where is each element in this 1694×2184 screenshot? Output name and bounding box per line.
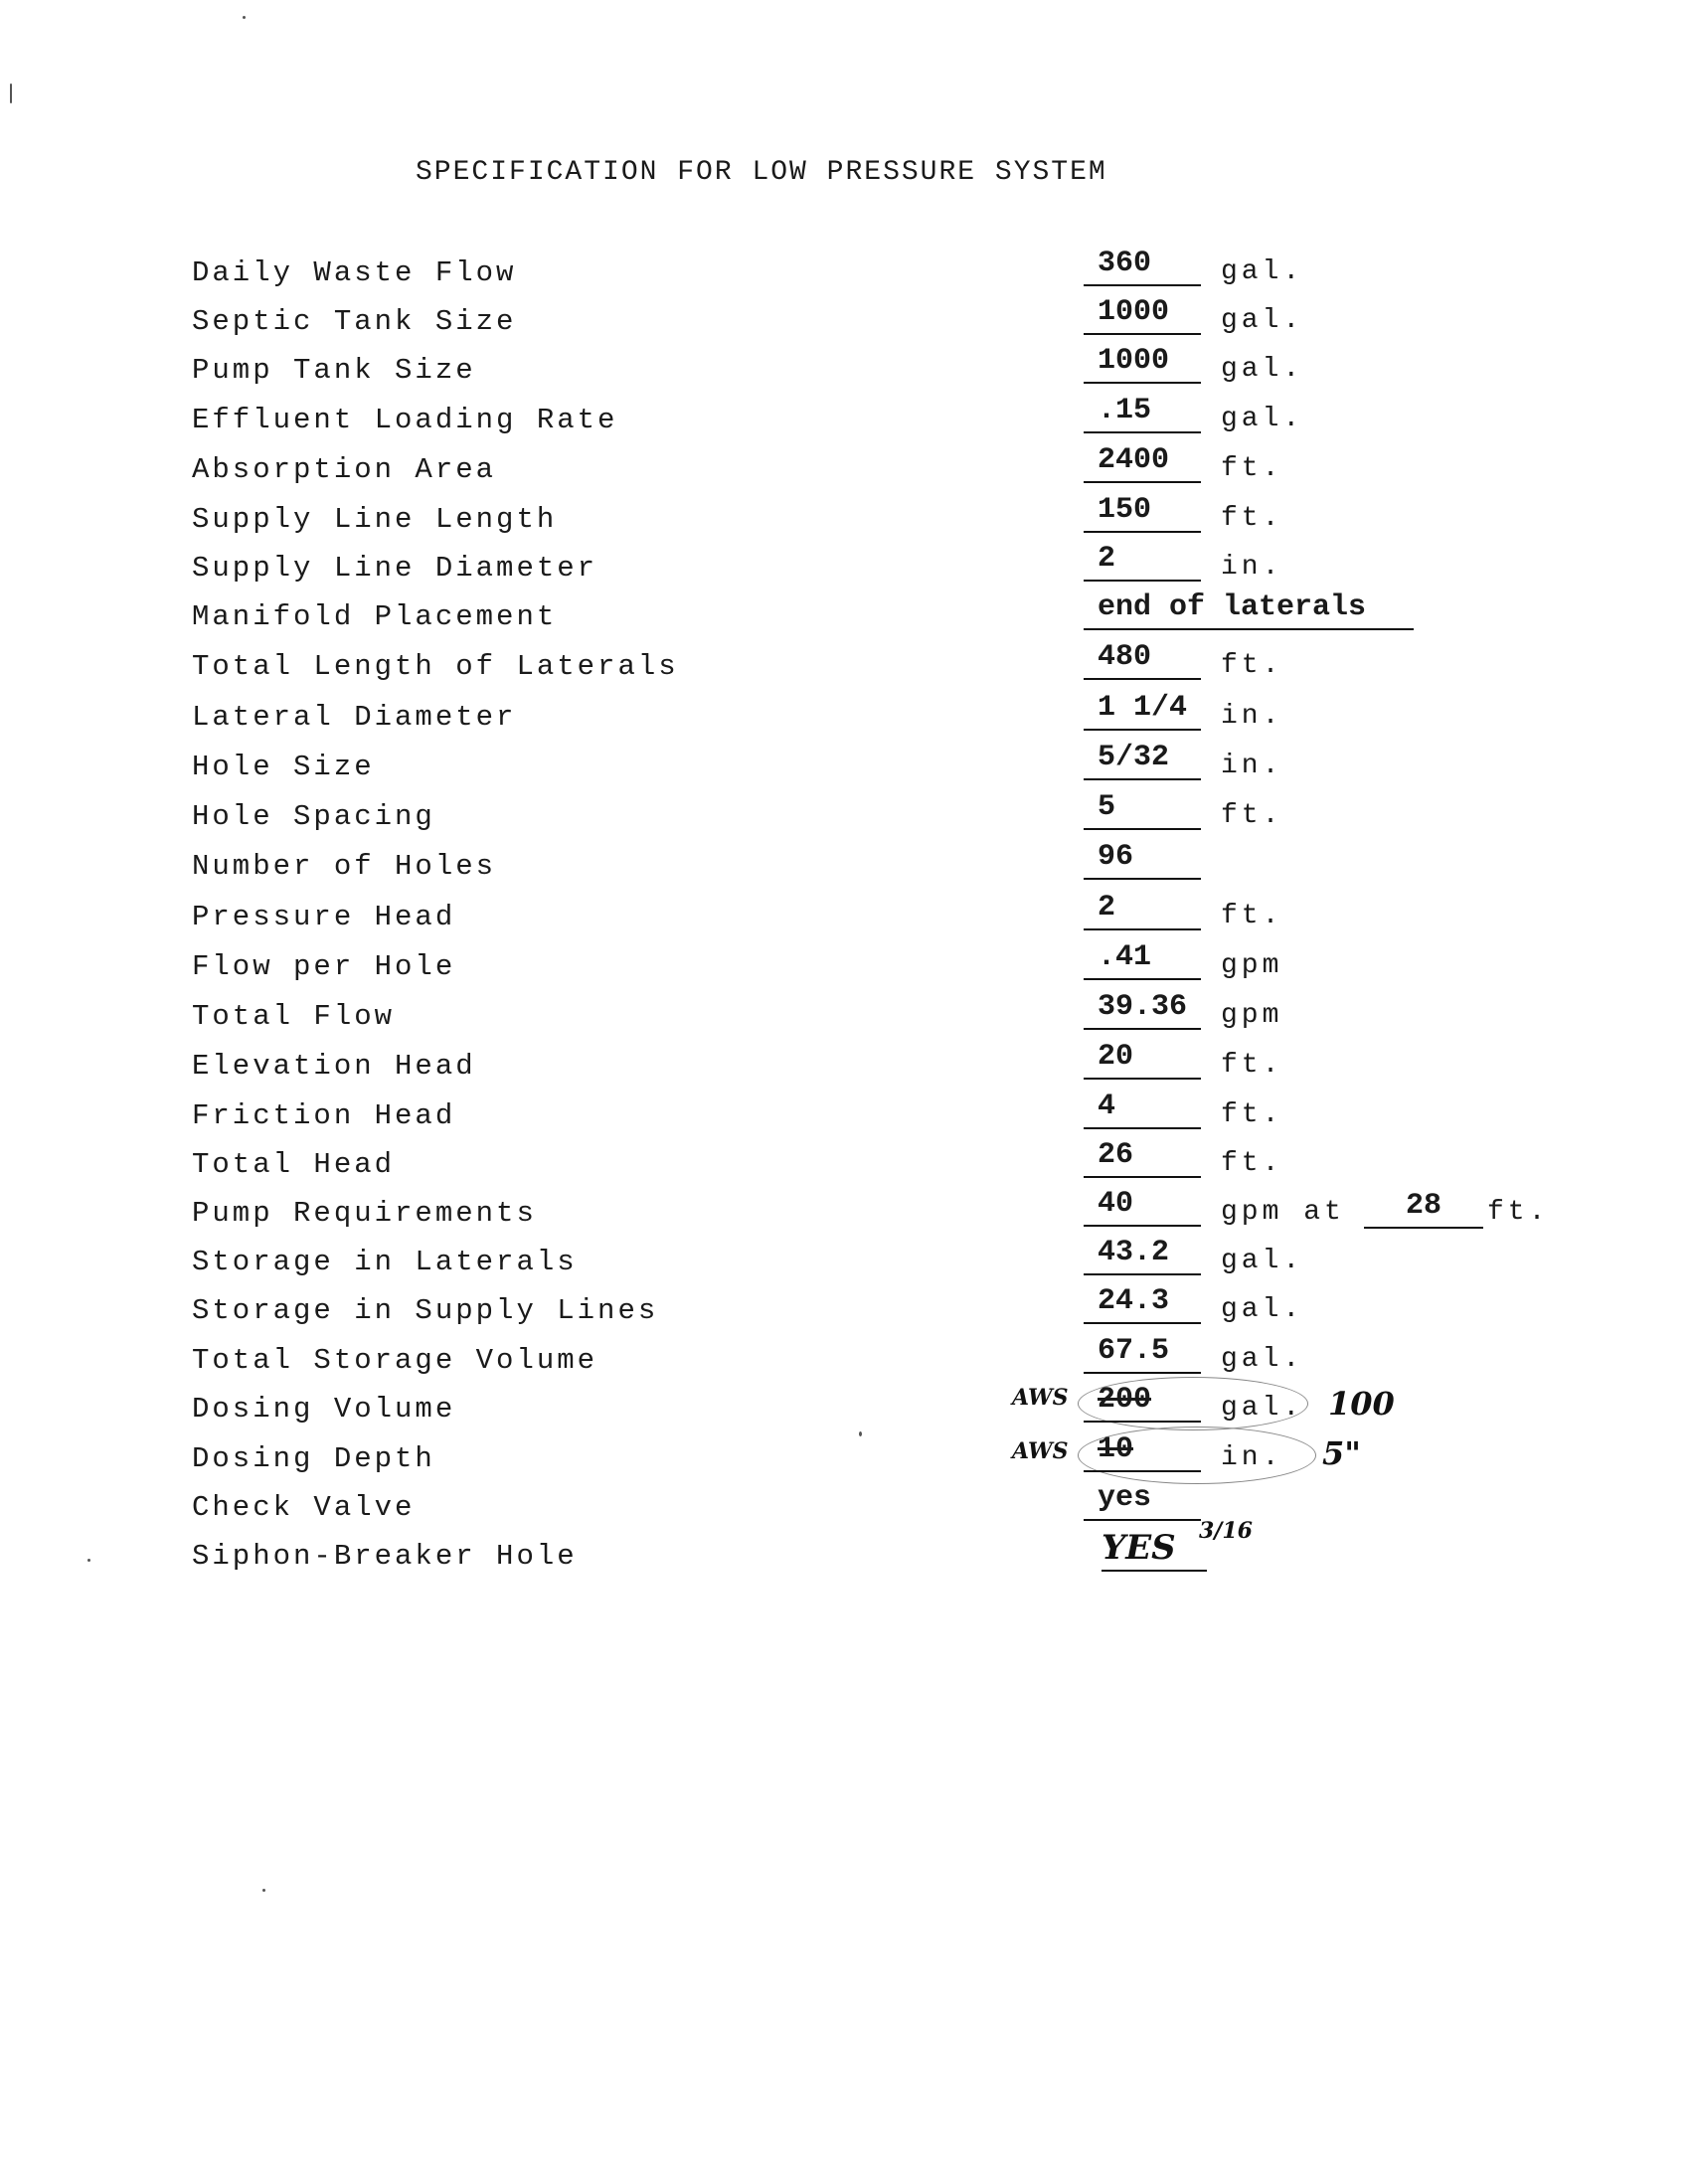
row-value: 67.5 (1084, 1334, 1201, 1374)
row-value: 43.2 (1084, 1236, 1201, 1275)
row-value: yes (1084, 1481, 1201, 1521)
spec-row-dosing-depth (0, 1432, 1694, 1492)
row-value-struck: 10 (1084, 1432, 1201, 1472)
row-value: 1000 (1084, 344, 1201, 384)
row-label: Hole Size (192, 751, 375, 783)
row-value: end of laterals (1084, 590, 1414, 630)
scan-speck (859, 1431, 862, 1436)
row-unit: gal. (1221, 1344, 1304, 1375)
row-label: Hole Spacing (192, 800, 435, 833)
scan-speck (243, 16, 246, 19)
row-label: Elevation Head (192, 1050, 476, 1083)
row-unit: gal. (1221, 1246, 1304, 1276)
row-value: 360 (1084, 247, 1201, 286)
row-unit: gpm at (1221, 1197, 1345, 1228)
spec-row-total-length-of-laterals (0, 640, 1694, 700)
row-value: 2400 (1084, 443, 1201, 483)
handwritten-correction: 5" (1322, 1434, 1361, 1472)
spec-row-supply-line-length (0, 493, 1694, 553)
row-label: Total Flow (192, 1000, 396, 1033)
row-label: Storage in Supply Lines (192, 1294, 659, 1327)
row-label: Total Length of Laterals (192, 650, 679, 683)
row-value: 1000 (1084, 295, 1201, 335)
row-unit: gpm (1221, 950, 1283, 981)
row-value: 26 (1084, 1138, 1201, 1178)
row-unit: ft. (1221, 453, 1283, 484)
row-label: Effluent Loading Rate (192, 404, 618, 436)
row-label: Supply Line Diameter (192, 552, 598, 585)
spec-row-effluent-loading-rate (0, 394, 1694, 453)
row-value: .15 (1084, 394, 1201, 433)
spec-row-hole-size (0, 741, 1694, 800)
row-value: 1 1/4 (1084, 691, 1201, 731)
spec-row-pump-tank-size (0, 344, 1694, 404)
row-value: 5/32 (1084, 741, 1201, 780)
row-label: Daily Waste Flow (192, 256, 517, 289)
spec-row-storage-in-laterals (0, 1236, 1694, 1295)
row-label: Siphon-Breaker Hole (192, 1540, 578, 1573)
row-unit-secondary: ft. (1487, 1197, 1550, 1228)
row-value: 96 (1084, 840, 1201, 880)
row-unit: gal. (1221, 404, 1304, 434)
handwritten-correction: 100 (1328, 1385, 1395, 1423)
row-unit: ft. (1221, 1099, 1283, 1130)
row-value: 4 (1084, 1090, 1201, 1129)
row-label: Pressure Head (192, 901, 456, 933)
row-label: Septic Tank Size (192, 305, 517, 338)
row-value-secondary: 28 (1364, 1189, 1483, 1229)
row-label: Storage in Laterals (192, 1246, 578, 1278)
spec-row-total-storage-volume (0, 1334, 1694, 1394)
handwritten-value: YES (1101, 1528, 1207, 1572)
handwritten-initials: AWS (1012, 1438, 1069, 1464)
row-label: Absorption Area (192, 453, 497, 486)
row-value: 2 (1084, 891, 1201, 930)
row-label: Lateral Diameter (192, 701, 517, 734)
handwritten-correction: 3/16 (1199, 1518, 1253, 1544)
row-label: Total Storage Volume (192, 1344, 598, 1377)
row-unit: ft. (1221, 1050, 1283, 1081)
spec-row-supply-line-diameter (0, 542, 1694, 601)
row-unit: in. (1221, 552, 1283, 583)
spec-row-septic-tank-size (0, 295, 1694, 355)
row-unit: in. (1221, 1442, 1283, 1473)
spec-row-absorption-area (0, 443, 1694, 503)
spec-row-dosing-volume (0, 1383, 1694, 1442)
scan-speck (10, 84, 12, 103)
row-value-struck: 200 (1084, 1383, 1201, 1423)
handwritten-initials: AWS (1012, 1385, 1069, 1411)
spec-row-pressure-head (0, 891, 1694, 950)
spec-row-manifold-placement (0, 590, 1694, 650)
row-label: Flow per Hole (192, 950, 456, 983)
spec-row-check-valve (0, 1481, 1694, 1541)
row-unit: in. (1221, 701, 1283, 732)
row-unit: gal. (1221, 256, 1304, 287)
row-unit: ft. (1221, 901, 1283, 931)
row-value: 40 (1084, 1187, 1201, 1227)
spec-row-friction-head (0, 1090, 1694, 1149)
row-label: Pump Requirements (192, 1197, 537, 1230)
row-unit: ft. (1221, 1148, 1283, 1179)
row-label: Friction Head (192, 1099, 456, 1132)
row-label: Manifold Placement (192, 600, 558, 633)
row-unit: ft. (1221, 650, 1283, 681)
spec-row-total-flow (0, 990, 1694, 1050)
row-value: 20 (1084, 1040, 1201, 1080)
spec-row-hole-spacing (0, 790, 1694, 850)
row-value: 5 (1084, 790, 1201, 830)
spec-row-storage-in-supply-lines (0, 1284, 1694, 1344)
row-value: 150 (1084, 493, 1201, 533)
spec-row-daily-waste-flow (0, 247, 1694, 306)
row-value: 480 (1084, 640, 1201, 680)
row-unit: gal. (1221, 354, 1304, 385)
spec-row-number-of-holes (0, 840, 1694, 900)
row-unit: gal. (1221, 305, 1304, 336)
spec-row-pump-requirements (0, 1187, 1694, 1247)
row-unit: ft. (1221, 503, 1283, 534)
row-label: Dosing Volume (192, 1393, 456, 1426)
row-label: Supply Line Length (192, 503, 558, 536)
row-unit: ft. (1221, 800, 1283, 831)
page-title: SPECIFICATION FOR LOW PRESSURE SYSTEM (416, 157, 1107, 188)
row-unit: gal. (1221, 1294, 1304, 1325)
row-value: 39.36 (1084, 990, 1201, 1030)
row-label: Total Head (192, 1148, 396, 1181)
row-label: Pump Tank Size (192, 354, 476, 387)
row-label: Check Valve (192, 1491, 416, 1524)
spec-row-elevation-head (0, 1040, 1694, 1099)
row-value: 2 (1084, 542, 1201, 582)
row-value: .41 (1084, 940, 1201, 980)
row-unit: gpm (1221, 1000, 1283, 1031)
row-label: Dosing Depth (192, 1442, 435, 1475)
row-label: Number of Holes (192, 850, 497, 883)
row-value: 24.3 (1084, 1284, 1201, 1324)
spec-row-lateral-diameter (0, 691, 1694, 751)
spec-row-siphon-breaker-hole (0, 1518, 1694, 1590)
row-unit: in. (1221, 751, 1283, 781)
scan-speck (87, 1559, 90, 1562)
scan-speck (262, 1889, 265, 1892)
row-unit: gal. (1221, 1393, 1304, 1424)
spec-row-flow-per-hole (0, 940, 1694, 1000)
